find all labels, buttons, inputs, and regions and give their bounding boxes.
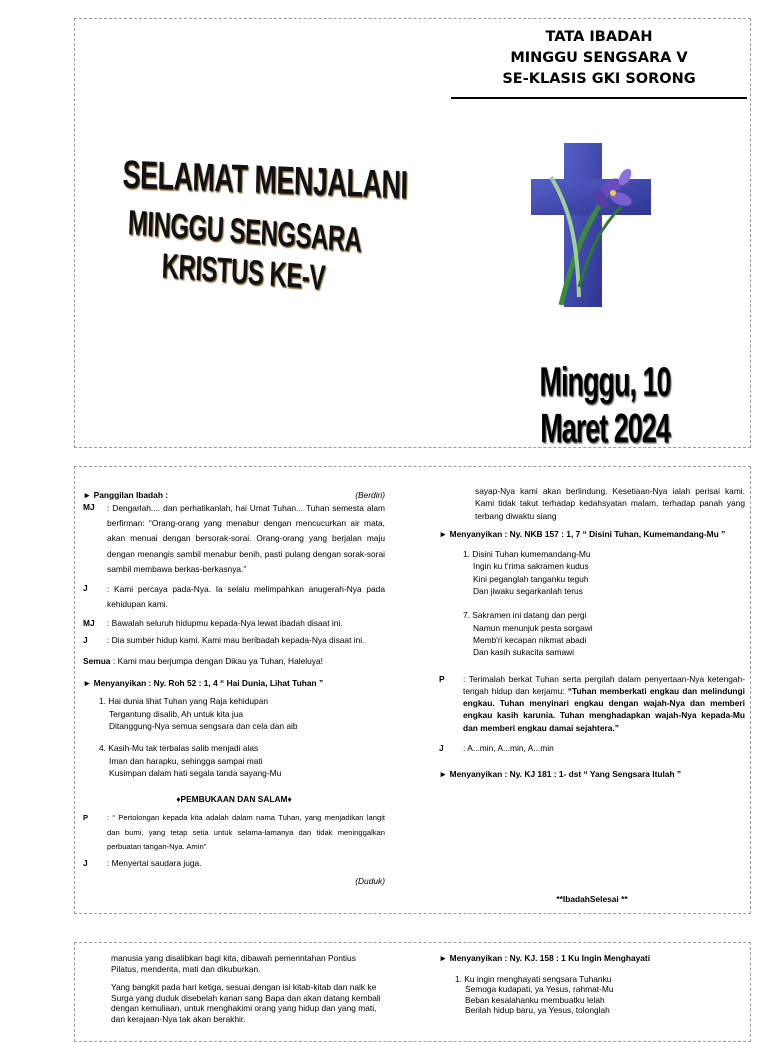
liturgy-line (83, 582, 385, 612)
speaker: J (439, 743, 444, 754)
song-1-verse-4: 4. Kasih-Mu tak terbalas salib menjadi alas Iman dan harapku, sehingga sampai mati Kusimpan dalam hati segala tanda sayang-Mu (99, 743, 282, 778)
liturgy-line (83, 655, 385, 667)
title-line-3: SE-KLASIS GKI SORONG (502, 71, 696, 87)
song-1-label: ► Menyanyikan : Ny. Roh 52 : 1, 4 “ Hai Dunia, Lihat Tuhan ” (83, 678, 324, 689)
liturgy-line (83, 634, 385, 647)
blessing-intro: : Terimalah berkat Tuhan serta pergilah dalam penyertaan-Nya ketengah-tengah hidup dan kerjamu: (463, 673, 745, 696)
greeting-line-1: SELAMAT MENJALANI (122, 152, 408, 207)
next-page (74, 942, 751, 1042)
greeting-line-2: MINGGU SENGSARA KRISTUS KE-V (127, 203, 363, 299)
speaker: P (439, 673, 445, 684)
creed-text: manusia yang disalibkan bagi kita, dibawah pemerintahan Pontius Pilatus, menderita, mati dan dikuburkan. Yang bangkit pada hari ketiga, sesuai dengan isi kitab-kitab dan naik ke Surga yang duduk disebelah kanan sang Bapa dan akan datang kembali dengan kemuliaan, untuk menghakimi orang yang hidup dan yang mati, dan kerajaan-Nya tak akan berakhir. (111, 953, 381, 1024)
title-line-1: TATA IBADAH (545, 29, 653, 45)
cross-with-iris-image (521, 137, 651, 309)
liturgy-text: : “ Pertolongan kepada kita adalah dalam nama Tuhan, yang menjadikan langit dan bumi, yang tetap setia untuk selama-lamanya dan tidak meninggalkan perbuatan tangan-Nya. Amin” (107, 813, 385, 852)
liturgy-text: : Dia sumber hidup kami. Kami mau beribadah kepada-Nya disaat ini. (107, 634, 365, 645)
liturgy-text: : Kami percaya pada-Nya. Ia selalu melimpahkan anugerah-Nya pada kehidupan kami. (107, 584, 385, 610)
liturgy-text: : Dengarlah.... dan perhatikanlah, hai Umat Tuhan... Tuhan semesta alam berfirman: “Orang-orang yang menabur dengan mencucurkan air mata, akan menuai dengan bersorak-sorai. Orang-orang yang berjalan maju dengan menangis sambil menabur benih, pasti pulang dengan sorak-sorai sambil membawa berkas-berkasnya.” (107, 503, 385, 574)
page3-right-column (439, 953, 745, 1016)
speaker: J (83, 583, 88, 594)
speaker: J (83, 857, 88, 868)
left-column (83, 501, 385, 887)
speaker: P (83, 813, 89, 823)
continued-text: sayap-Nya kami akan berlindung. Kesetiaan-Nya ialah perisai kami. Kami tidak takut terhadap kedahsyatan malam, terhadap panah yang terbang diwaktu siang (475, 486, 745, 521)
speaker: MJ (83, 502, 95, 512)
page3-song-verse: 1. Ku ingin menghayati sengsara Tuhanku Semoga kudapati, ya Yesus, rahmat-Mu Beban kesalahanku membuatku lelah Berilah hidup baru, ya Yesus, tolonglah (455, 973, 614, 1015)
call-to-worship-header (83, 489, 385, 501)
song-3-label: ► Menyanyikan : Ny. KJ 181 : 1- dst “ Yang Sengsara Itulah ” (439, 769, 682, 780)
liturgy-text (463, 673, 745, 734)
liturgy-line (83, 857, 385, 869)
title-line-2: MINGGU SENGSARA V (510, 50, 688, 66)
right-column (439, 485, 745, 904)
song-1-verse-1: 1. Hai dunia lihat Tuhan yang Raja kehidupan Tergantung disalib, Ah untuk kita jua Ditanggung-Nya semua sengsara dan cela dan aib (99, 696, 298, 731)
speaker: J (83, 634, 88, 645)
stand-note: (Berdiri) (355, 490, 385, 500)
call-label: ► Panggilan Ibadah : (83, 490, 169, 500)
blessing-text: “Tuhan memberkati engkau dan melindungi engkau. Tuhan menyinari engkau dengan wajah-Nya dan memberi engkau kasih karunia. Tuhan menghadapkan wajah-Nya kepada-Mu dan memberi engkau damai sejahtera.” (463, 685, 745, 733)
liturgy-text: : Bawalah seluruh hidupmu kepada-Nya lewat ibadah disaat ini. (107, 618, 343, 629)
service-date: Minggu, 10 Maret 2024 (539, 359, 671, 451)
liturgy-line (439, 742, 745, 754)
song-2-verse-7: 7. Sakramen ini datang dan pergi Namun menunjuk pesta sorgawi Memb'ri kecapan nikmat abadi Dan kasih sukacita samawi (463, 610, 593, 658)
liturgy-line (439, 673, 745, 734)
liturgy-text: : A...min, A...min, A...min (463, 743, 554, 754)
song-2-verse-1: 1. Disini Tuhan kumemandang-Mu Ingin ku t'rima sakramen kudus Kini peganglah tanganku teguh Dan jiwaku segarkanlah terus (463, 549, 591, 597)
speaker: MJ (83, 618, 95, 629)
cover-page (74, 18, 751, 451)
song-2-label: ► Menyanyikan : Ny. NKB 157 : 1, 7 “ Disini Tuhan, Kumemandang-Mu ” (439, 528, 726, 539)
liturgy-line (83, 811, 385, 855)
opening-heading: ♦PEMBUKAAN DAN SALAM♦ (176, 794, 292, 805)
service-end: **IbadahSelesai ** (556, 894, 628, 904)
order-of-service-page (74, 466, 751, 914)
liturgy-text: : Kami mau berjumpa dengan Dikau ya Tuhan, Haleluya! (113, 655, 323, 666)
cross-horizontal-bar (531, 179, 651, 215)
liturgy-text: : Menyertai saudara juga. (107, 857, 202, 868)
speaker: Semua (83, 655, 111, 666)
title-divider (451, 97, 747, 99)
page3-song-label: ► Menyanyikan : Ny. KJ. 158 : 1 Ku Ingin Menghayati (439, 953, 651, 963)
cover-title (451, 27, 747, 90)
liturgy-line (83, 617, 385, 629)
liturgy-line (83, 501, 385, 577)
sit-note: (Duduk) (355, 876, 385, 887)
